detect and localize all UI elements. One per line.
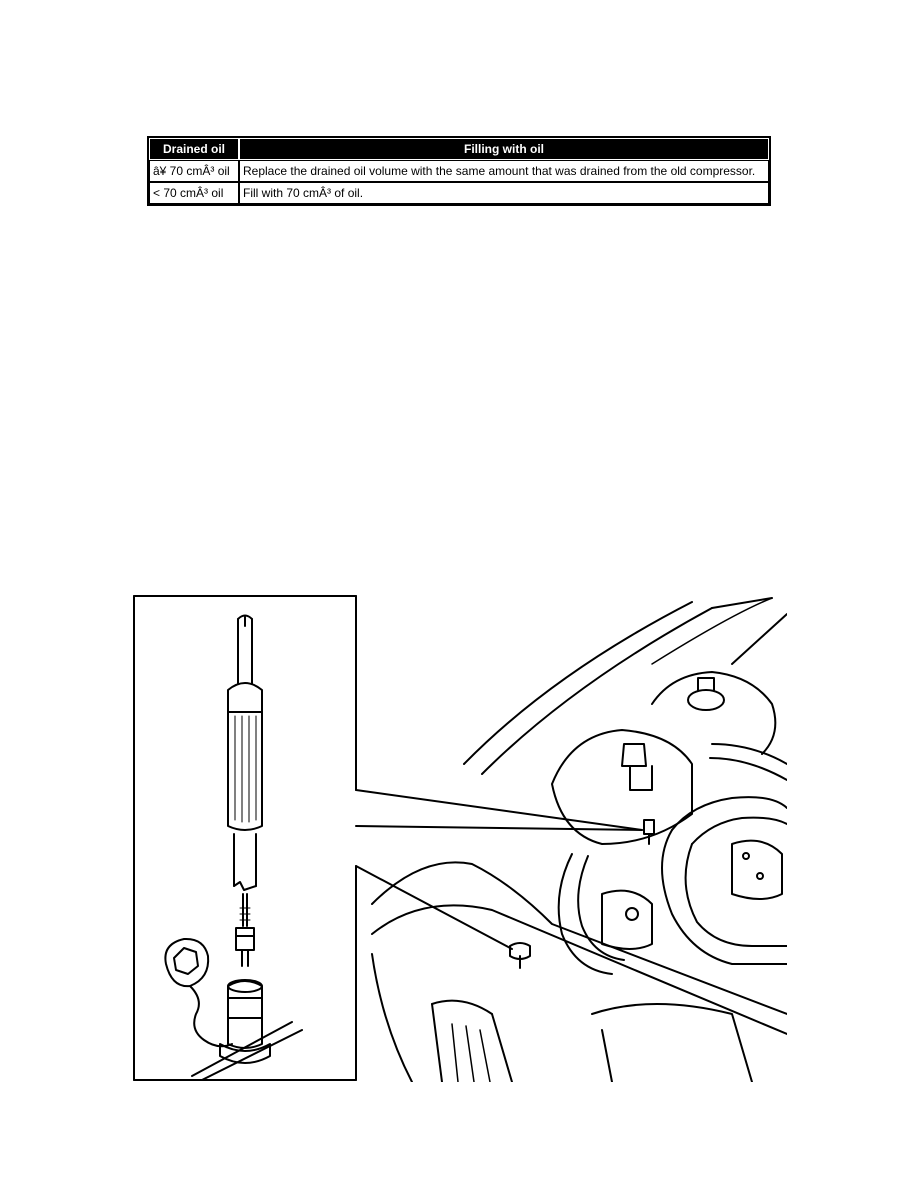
oil-filling-table-frame — [147, 136, 771, 206]
table-row — [149, 160, 769, 182]
cell-filling-instruction: Fill with 70 cmÂ³ of oil. — [239, 182, 769, 204]
cell-drained-oil: â¥ 70 cmÂ³ oil — [149, 160, 239, 182]
oil-filling-table — [149, 138, 769, 204]
engine-bay-drawing — [372, 598, 787, 1082]
valve-cap-icon — [165, 939, 232, 1046]
column-header-filling-with-oil: Filling with oil — [239, 138, 769, 160]
cell-drained-oil: < 70 cmÂ³ oil — [149, 182, 239, 204]
valve-tool-icon — [228, 616, 262, 967]
service-port-icon — [192, 980, 302, 1080]
detail-inset — [134, 596, 642, 1080]
column-header-drained-oil: Drained oil — [149, 138, 239, 160]
table-header-row — [149, 138, 769, 160]
table-row — [149, 182, 769, 204]
cell-filling-instruction: Replace the drained oil volume with the same amount that was drained from the old compressor. — [239, 160, 769, 182]
service-valve-illustration — [132, 594, 787, 1082]
